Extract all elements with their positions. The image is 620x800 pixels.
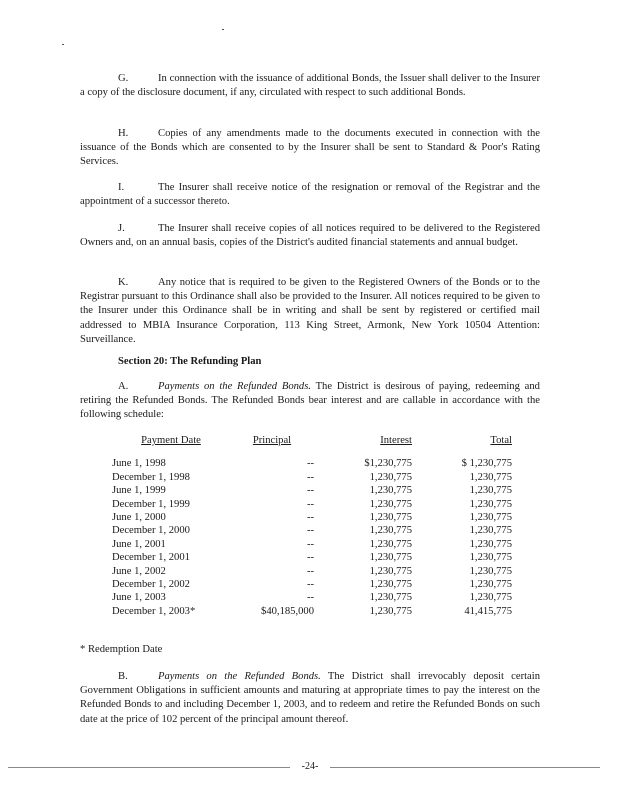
cell-interest: 1,230,775 [369, 485, 412, 497]
paragraph-label: J. [118, 223, 125, 234]
cell-interest: 1,230,775 [369, 592, 412, 604]
cell-principal: -- [306, 498, 314, 510]
paragraph-k [80, 276, 540, 347]
table-row [112, 591, 512, 604]
paragraph-label: B. [118, 671, 128, 682]
cell-date: June 1, 2000 [112, 512, 166, 524]
paragraph-label: I. [118, 182, 125, 193]
scan-speck [62, 44, 64, 45]
cell-total: 1,230,775 [469, 525, 512, 537]
paragraph-label: G. [118, 73, 129, 84]
cell-interest: 1,230,775 [369, 552, 412, 564]
paragraph-j [80, 222, 540, 250]
cell-principal: -- [306, 592, 314, 604]
cell-total: 1,230,775 [469, 579, 512, 591]
cell-principal: -- [306, 512, 314, 524]
table-row [112, 457, 512, 470]
cell-date: June 1, 2003 [112, 592, 166, 604]
table-row [112, 524, 512, 537]
paragraph-h [80, 127, 540, 170]
paragraph-text: The Insurer shall receive notice of the resignation or removal of the Registrar and the appointment of a successor thereto. [80, 182, 540, 208]
paragraph-text: Copies of any amendments made to the documents executed in connection with the issuance of the Bonds which are consented to by the Insurer shall be sent to Standard & Poor's Rating Services. [80, 128, 540, 168]
table-row [112, 498, 512, 511]
paragraph-label: H. [118, 128, 129, 139]
cell-total: 1,230,775 [469, 538, 512, 550]
table-row [112, 605, 512, 618]
cell-total: 41,415,775 [464, 605, 512, 617]
cell-date: December 1, 2000 [112, 525, 190, 537]
cell-interest: 1,230,775 [369, 579, 412, 591]
cell-interest: 1,230,775 [369, 512, 412, 524]
cell-date: June 1, 2002 [112, 565, 166, 577]
table-row [112, 511, 512, 524]
cell-total: 1,230,775 [469, 485, 512, 497]
cell-interest: 1,230,775 [369, 498, 412, 510]
cell-principal: -- [306, 552, 314, 564]
cell-total: 1,230,775 [469, 512, 512, 524]
paragraph-label: K. [118, 277, 129, 288]
table-row [112, 471, 512, 484]
refunding-schedule-table [112, 434, 512, 618]
table-row [112, 538, 512, 551]
paragraph-i [80, 181, 540, 209]
cell-interest: 1,230,775 [369, 565, 412, 577]
cell-date: June 1, 2001 [112, 538, 166, 550]
paragraph-text: Any notice that is required to be given to the Registered Owners of the Bonds or to the Registrar pursuant to this Ordinance shall also be provided to the Insurer. All notices required to be given to the Insurer under this Ordinance shall be in writing and shall be sent by registered or certified mail addressed to MBIA Insurance Corporation, 113 King Street, Armonk, New York 10504 Attention: Surveillance. [80, 277, 540, 345]
cell-total: 1,230,775 [469, 471, 512, 483]
cell-total: 1,230,775 [469, 592, 512, 604]
cell-date: December 1, 1999 [112, 498, 190, 510]
paragraph-b [80, 670, 540, 727]
section-heading: Section 20: The Refunding Plan [118, 356, 262, 367]
cell-date: December 1, 1998 [112, 471, 190, 483]
cell-date: December 1, 2003* [112, 605, 196, 617]
cell-principal: $40,185,000 [261, 605, 314, 617]
cell-principal: -- [306, 525, 314, 537]
cell-total: 1,230,775 [469, 552, 512, 564]
cell-date: June 1, 1998 [112, 458, 166, 470]
cell-principal: -- [306, 471, 314, 483]
cell-total: $ 1,230,775 [461, 458, 512, 470]
cell-total: 1,230,775 [469, 498, 512, 510]
header-total: Total [490, 435, 512, 446]
table-row [112, 484, 512, 497]
header-interest: Interest [380, 435, 412, 446]
cell-date: December 1, 2001 [112, 552, 190, 564]
cell-date: June 1, 1999 [112, 485, 166, 497]
paragraph-g [80, 72, 540, 100]
paragraph-title: Payments on the Refunded Bonds. [158, 381, 311, 392]
cell-principal: -- [306, 579, 314, 591]
table-header-row [112, 434, 512, 457]
page-number: -24- [301, 761, 319, 772]
paragraph-text: In connection with the issuance of additional Bonds, the Issuer shall deliver to the Insurer a copy of the disclosure document, if any, circulated with respect to such additional Bonds. [80, 73, 540, 99]
cell-interest: 1,230,775 [369, 471, 412, 483]
header-principal: Principal [252, 435, 292, 446]
paragraph-text: The Insurer shall receive copies of all notices required to be delivered to the Registered Owners and, on an annual basis, copies of the District's audited financial statements and annual budget. [80, 223, 540, 249]
cell-date: December 1, 2002 [112, 579, 190, 591]
cell-interest: 1,230,775 [369, 525, 412, 537]
header-payment-date: Payment Date [141, 435, 201, 446]
footnote: * Redemption Date [80, 644, 163, 655]
cell-principal: -- [306, 538, 314, 550]
cell-principal: -- [306, 458, 314, 470]
table-row [112, 565, 512, 578]
cell-interest: 1,230,775 [369, 538, 412, 550]
table-row [112, 578, 512, 591]
paragraph-a [80, 380, 540, 423]
paragraph-text: The District shall irrevocably deposit certain Government Obligations in sufficient amounts and maturing at appropriate times to pay the interest on the Refunded Bonds to and including December 1, 2003, and to redeem and retire the Refunded Bonds on such date at the price of 102 percent of the principal amount thereof. [80, 671, 540, 725]
cell-interest: $1,230,775 [364, 458, 412, 470]
scan-speck [222, 29, 224, 30]
table-row [112, 551, 512, 564]
cell-interest: 1,230,775 [369, 605, 412, 617]
cell-total: 1,230,775 [469, 565, 512, 577]
cell-principal: -- [306, 565, 314, 577]
cell-principal: -- [306, 485, 314, 497]
paragraph-text: The District is desirous of paying, redeeming and retiring the Refunded Bonds. The Refunded Bonds bear interest and are callable in accordance with the following schedule: [80, 381, 540, 421]
paragraph-label: A. [118, 381, 129, 392]
paragraph-title: Payments on the Refunded Bonds. [158, 671, 321, 682]
